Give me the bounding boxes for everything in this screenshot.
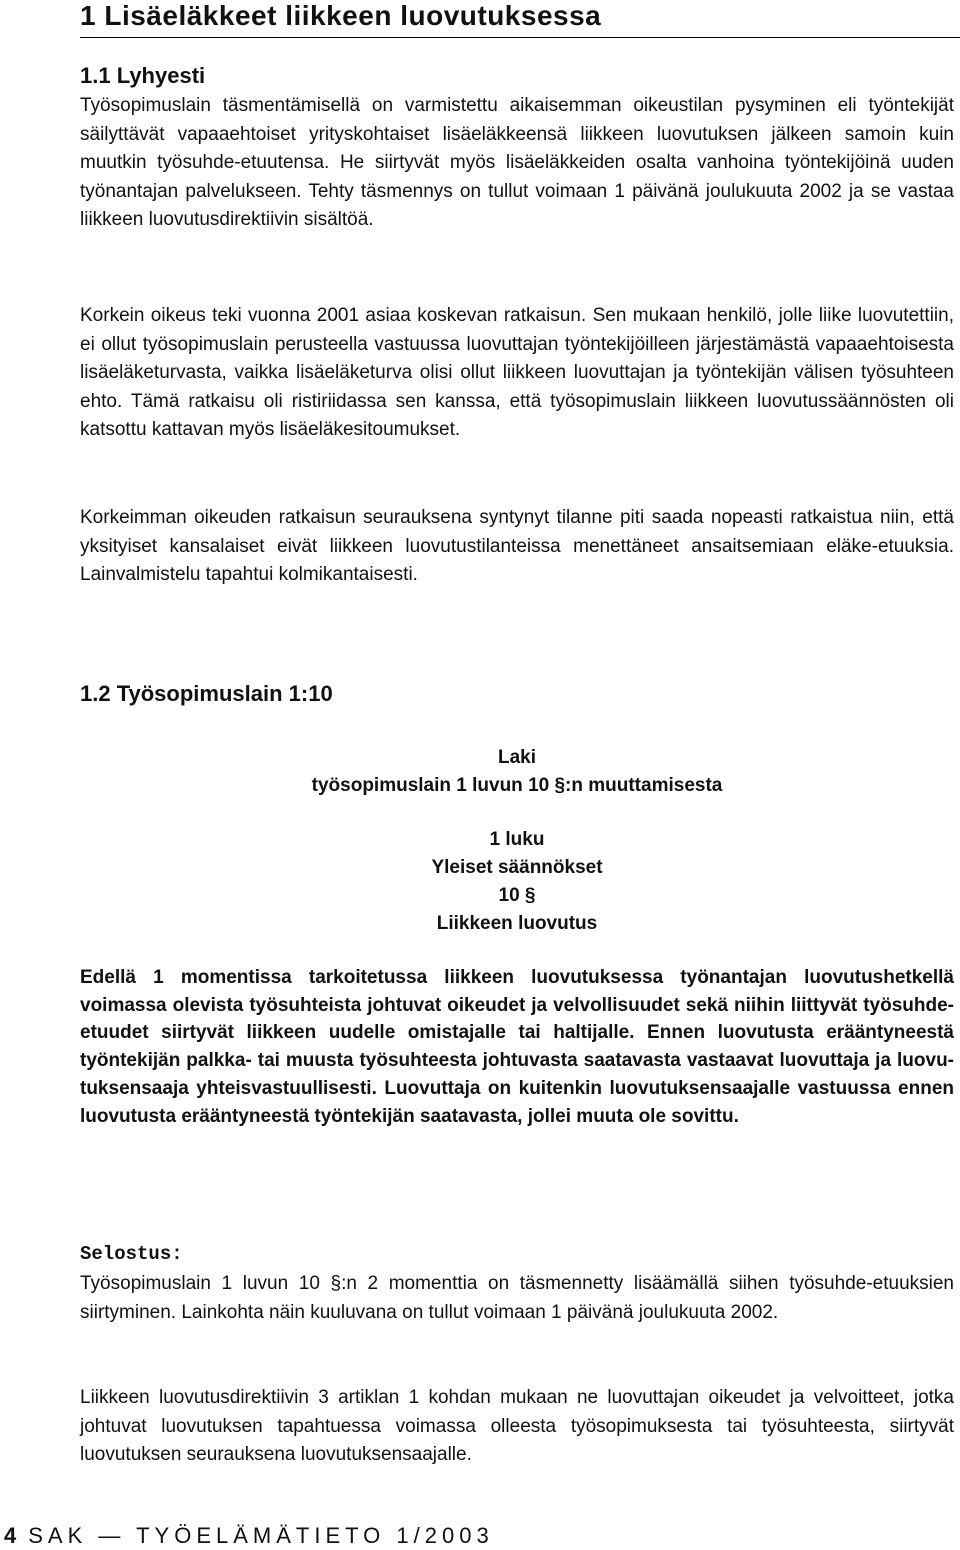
section-1-1-paragraph-1: Työsopimuslain täsmentämisellä on varmistettu aikaisemman oikeustilan pysyminen eli työntekijät säilyttävät vapaaehtoiset yrityskohtaiset lisäeläkkeensä liikkeen luovutuksen jälkeen samoin kuin muutkin työsuhde-etuutensa. He siirtyvät myös lisäeläkkeiden osalta vanhoina työntekijöinä uuden työnantajan palvelukseen. Tehty täsmennys on tullut voimaan 1 päivänä joulukuuta 2002 ja se vastaa liikkeen luovutusdirektiivin sisältöä.: [80, 95, 954, 230]
law-chapter-heading: [80, 826, 954, 938]
selostus-paragraph-2: Liikkeen luovutusdirektiivin 3 artiklan 1 kohdan mukaan ne luovuttajan oikeudet ja velvoitteet, jotka johtuvat luovutuksen tapahtuessa voimassa olleesta työsopimuksesta tai työsuhteesta, siirtyvät luovutuksen seurauksena luovutuksensaajalle.: [80, 1387, 954, 1465]
law-heading-line-1: Laki: [497, 747, 537, 768]
law-text: Edellä 1 momentissa tarkoitetussa liikkeen luovutuksessa työnantajan luovutushetkellä voimassa olevista työsuhteista johtuvat oikeudet ja velvollisuudet sekä niihin liittyvät työsuhde-etuudet siirtyvät liikkeen uudelle omistajalle tai haltijalle. Ennen luovutusta erääntyneestä työntekijän palkka- tai muusta työsuhteesta johtuvasta saatavasta vastaavat luovuttaja ja luovutuksensaaja yhteisvastuullisesti. Luovuttaja on kuitenkin luovutuksensaajalle vastuussa ennen luovutusta erääntyneestä työntekijän saatavasta, jollei muuta ole sovittu.: [80, 967, 954, 1127]
law-chapter-title: Yleiset säännökset: [431, 857, 603, 878]
publication-name: SAK — TYÖELÄMÄTIETO 1/2003: [28, 1523, 494, 1548]
law-chapter-number: 1 luku: [489, 829, 545, 850]
section-1-1-paragraph-2: Korkein oikeus teki vuonna 2001 asiaa koskevan ratkaisun. Sen mukaan henkilö, jolle liike luovutettiin, ei ollut työsopimuslain perusteella vastuussa luovuttajan työntekijöilleen järjestämästä vapaaehtoisesta lisäeläketurvasta, vaikka lisäeläketurva olisi ollut liikkeen luovuttajan ja työntekijän välisen työsuhteen ehto. Tämä ratkaisu oli ristiriidassa sen kanssa, että työsopimuslain liikkeen luovutussäännösten oli katsottu kattavan myös lisäeläkesitoumukset.: [80, 305, 954, 440]
section-1-1-title: 1.1 Lyhyesti: [80, 63, 206, 88]
chapter-title: 1 Lisäeläkkeet liikkeen luovutuksessa: [80, 0, 602, 31]
selostus-paragraph-1: Työsopimuslain 1 luvun 10 §:n 2 momenttia on täsmennetty lisäämällä siihen työsuhde-etuuksien siirtyminen. Lainkohta näin kuuluvana on tullut voimaan 1 päivänä joulukuuta 2002.: [80, 1273, 954, 1323]
selostus-label: Selostus:: [80, 1243, 183, 1265]
chapter-title-rule: [80, 37, 960, 38]
page-footer: [4, 1522, 494, 1550]
law-heading-line-2: työsopimuslain 1 luvun 10 §:n muuttamisesta: [311, 775, 723, 796]
law-section-number: 10 §: [498, 885, 536, 906]
section-1-1-paragraph-3: Korkeimman oikeuden ratkaisun seurauksena syntynyt tilanne piti saada nopeasti ratkaistua niin, että yksityiset kansalaiset eivät liikkeen luovutustilanteissa menettäneet ansaitsemiaan eläke-etuuksia. Lainvalmistelu tapahtui kolmikantaisesti.: [80, 507, 954, 585]
law-heading: [80, 744, 954, 800]
section-1-2-title: 1.2 Työsopimuslain 1:10: [80, 681, 333, 706]
law-section-title: Liikkeen luovutus: [436, 913, 598, 934]
page-number: 4: [4, 1523, 17, 1548]
